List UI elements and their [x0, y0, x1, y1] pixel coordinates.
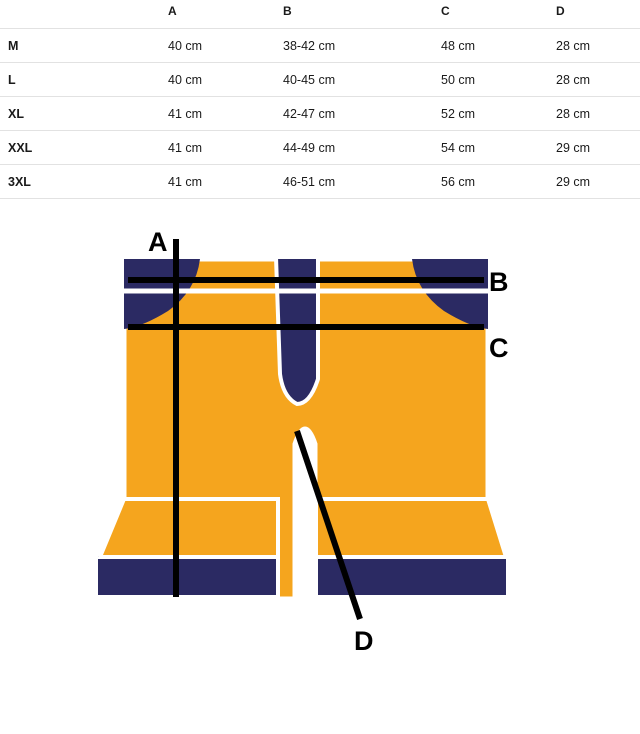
table-body	[0, 29, 640, 199]
table-row	[0, 97, 640, 131]
cell-b: 40-45 cm	[283, 63, 441, 97]
cell-d: 28 cm	[556, 97, 640, 131]
cell-a: 41 cm	[168, 165, 283, 199]
table-row	[0, 131, 640, 165]
cell-d: 28 cm	[556, 29, 640, 63]
table-row	[0, 165, 640, 199]
cell-d: 29 cm	[556, 131, 640, 165]
row-label-size: M	[0, 29, 168, 63]
row-label-size: XL	[0, 97, 168, 131]
measurement-label-a: A	[148, 227, 168, 257]
column-header-c: C	[441, 0, 556, 29]
cell-a: 40 cm	[168, 63, 283, 97]
row-label-size: L	[0, 63, 168, 97]
cell-b: 46-51 cm	[283, 165, 441, 199]
cell-d: 29 cm	[556, 165, 640, 199]
left-hem-band	[96, 554, 278, 597]
measurement-label-d: D	[354, 626, 374, 656]
cell-a: 40 cm	[168, 29, 283, 63]
shorts-illustration-svg	[0, 199, 640, 724]
cell-d: 28 cm	[556, 63, 640, 97]
cell-c: 52 cm	[441, 97, 556, 131]
cell-c: 56 cm	[441, 165, 556, 199]
table-header-row	[0, 0, 640, 29]
measurement-label-b: B	[489, 267, 509, 297]
cell-b: 38-42 cm	[283, 29, 441, 63]
cell-b: 44-49 cm	[283, 131, 441, 165]
column-header-size	[0, 0, 168, 29]
right-leg-lower	[316, 499, 506, 557]
size-table	[0, 0, 640, 199]
left-leg-lower	[100, 499, 278, 557]
table-header	[0, 0, 640, 29]
cell-b: 42-47 cm	[283, 97, 441, 131]
measurement-label-c: C	[489, 333, 509, 363]
column-header-a: A	[168, 0, 283, 29]
cell-c: 48 cm	[441, 29, 556, 63]
cell-c: 50 cm	[441, 63, 556, 97]
column-header-b: B	[283, 0, 441, 29]
cell-a: 41 cm	[168, 131, 283, 165]
row-label-size: 3XL	[0, 165, 168, 199]
table-row	[0, 63, 640, 97]
cell-c: 54 cm	[441, 131, 556, 165]
row-label-size: XXL	[0, 131, 168, 165]
table-row	[0, 29, 640, 63]
column-header-d: D	[556, 0, 640, 29]
shorts-body-group	[96, 257, 508, 599]
shorts-measurement-diagram	[0, 199, 640, 724]
cell-a: 41 cm	[168, 97, 283, 131]
